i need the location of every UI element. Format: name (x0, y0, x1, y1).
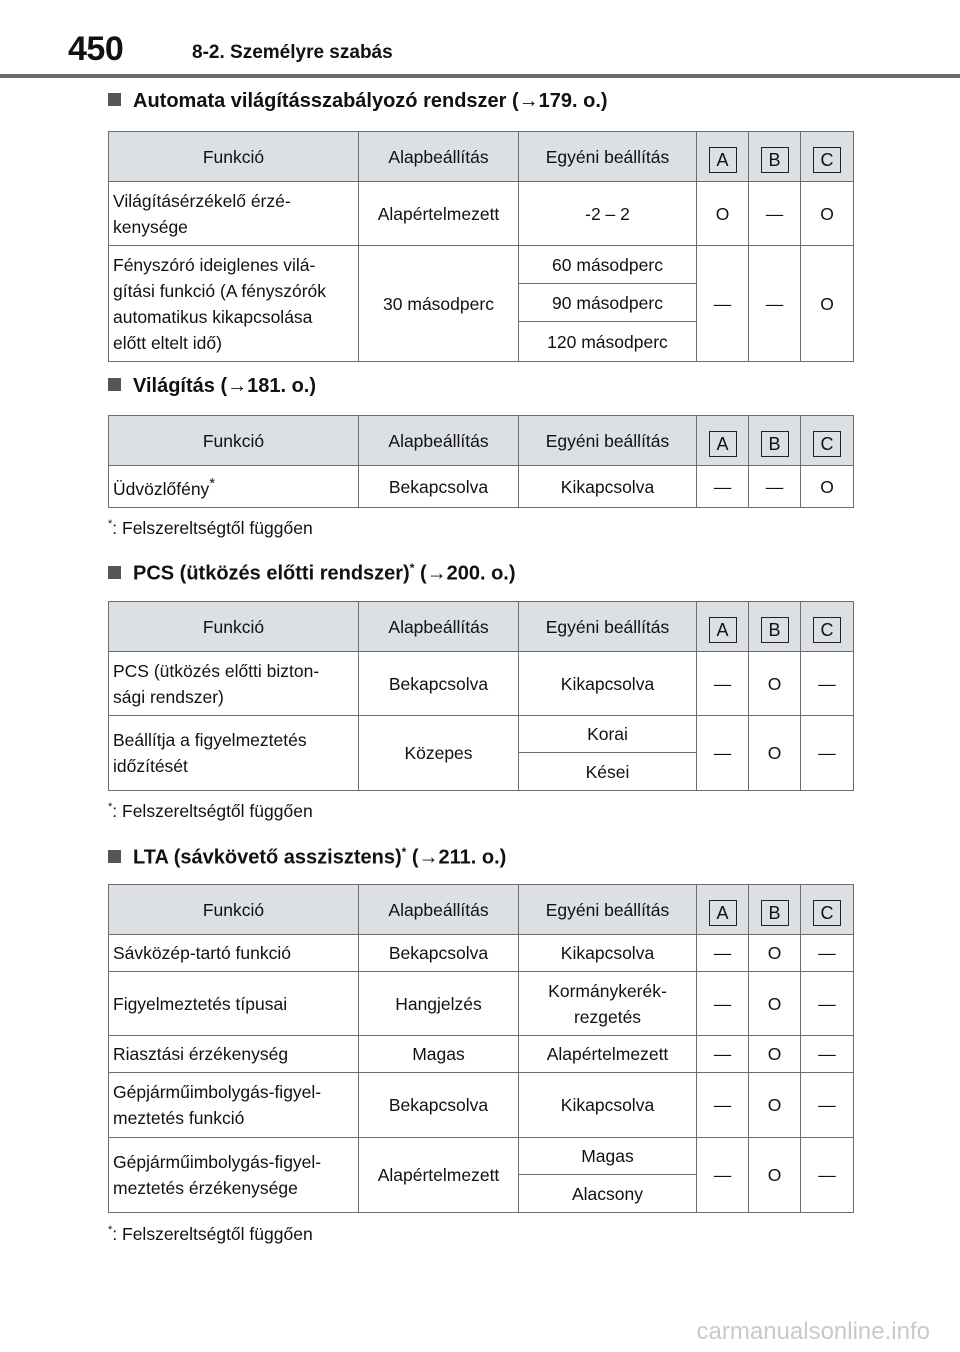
page-header (0, 0, 960, 78)
col-default: Alapbeállítás (359, 132, 519, 182)
watermark: carmanualsonline.info (696, 1318, 930, 1345)
table-row: Üdvözlőfény* Bekapcsolva Kikapcsolva — — O (109, 466, 854, 508)
section-title-lighting-control: Automata világításszabályozó rendszer (→179. o.) (108, 90, 608, 113)
square-bullet-icon (108, 566, 121, 579)
table-lighting-control: Funkció Alapbeállítás Egyéni beállítás A B C Világításérzékelő érzé- kenysége Alapértelmezett -2 – 2 O — O Fényszóró ideiglenes vilá- gítási funkció (A fényszórók automatikus kikapcsolása előtt eltelt idő) 30 másodperc 60 másodperc — — O 90 másodperc 120 másodperc (108, 131, 854, 362)
square-bullet-icon (108, 378, 121, 391)
header-divider (0, 74, 960, 78)
footnote: *: Felszereltségtől függően (108, 518, 313, 538)
table-header-row (109, 132, 854, 182)
table-row: Figyelmeztetés típusai Hangjelzés Kormánykerék- rezgetés — O — (109, 972, 854, 1036)
col-function: Funkció (109, 132, 359, 182)
table-row: Világításérzékelő érzé- kenysége Alapértelmezett -2 – 2 O — O (109, 182, 854, 246)
table-pcs: Funkció Alapbeállítás Egyéni beállítás A B C PCS (ütközés előtti bizton- sági rendszer) Bekapcsolva Kikapcsolva — O — Beállítja a figyelmeztetés időzítését Közepes Korai — O — Kései (108, 601, 854, 791)
table-header-row: Funkció Alapbeállítás Egyéni beállítás A B C (109, 416, 854, 466)
square-bullet-icon (108, 850, 121, 863)
table-header-row: Funkció Alapbeállítás Egyéni beállítás A B C (109, 602, 854, 652)
table-row: Riasztási érzékenység Magas Alapértelmezett — O — (109, 1036, 854, 1073)
table-row: Sávközép-tartó funkció Bekapcsolva Kikapcsolva — O — (109, 935, 854, 972)
page-number: 450 (68, 30, 124, 68)
table-row: Gépjárműimbolygás-figyel- meztetés érzékenysége Alapértelmezett Magas — O — (109, 1138, 854, 1175)
table-row: Gépjárműimbolygás-figyel- meztetés funkció Bekapcsolva Kikapcsolva — O — (109, 1073, 854, 1138)
section-title-lighting: Világítás (→181. o.) (108, 375, 316, 398)
footnote: *: Felszereltségtől függően (108, 801, 313, 821)
table-row: PCS (ütközés előtti bizton- sági rendszer) Bekapcsolva Kikapcsolva — O — (109, 652, 854, 716)
table-row: Fényszóró ideiglenes vilá- gítási funkció (A fényszórók automatikus kikapcsolása előtt eltelt idő) 30 másodperc 60 másodperc — — O (109, 246, 854, 284)
section-title-lta: LTA (sávkövető asszisztens)* (→211. o.) (108, 845, 506, 870)
col-c: C (813, 147, 841, 173)
col-custom: Egyéni beállítás (519, 132, 697, 182)
col-b: B (761, 147, 789, 173)
square-bullet-icon (108, 93, 121, 106)
table-row: Beállítja a figyelmeztetés időzítését Közepes Korai — O — (109, 716, 854, 753)
footnote: *: Felszereltségtől függően (108, 1224, 313, 1244)
table-header-row: Funkció Alapbeállítás Egyéni beállítás A B C (109, 885, 854, 935)
section-title-pcs: PCS (ütközés előtti rendszer)* (→200. o.) (108, 561, 516, 586)
table-lta: Funkció Alapbeállítás Egyéni beállítás A B C Sávközép-tartó funkció Bekapcsolva Kikapcsolva — O — Figyelmeztetés típusai Hangjelzés Kormánykerék- rezgetés — O — Riasztási érzékenység Magas Alapértelmezett — O — Gépjárműimbolygás-figyel- meztetés funkció Bekapcsolva Kikapcsolva — O — Gépjárműimbolygás-figyel- meztetés érzékenysége Alapértelmezett Magas — O — Alacsony (108, 884, 854, 1213)
chapter-title: 8-2. Személyre szabás (192, 42, 393, 63)
col-a: A (709, 147, 737, 173)
table-lighting (108, 415, 854, 508)
